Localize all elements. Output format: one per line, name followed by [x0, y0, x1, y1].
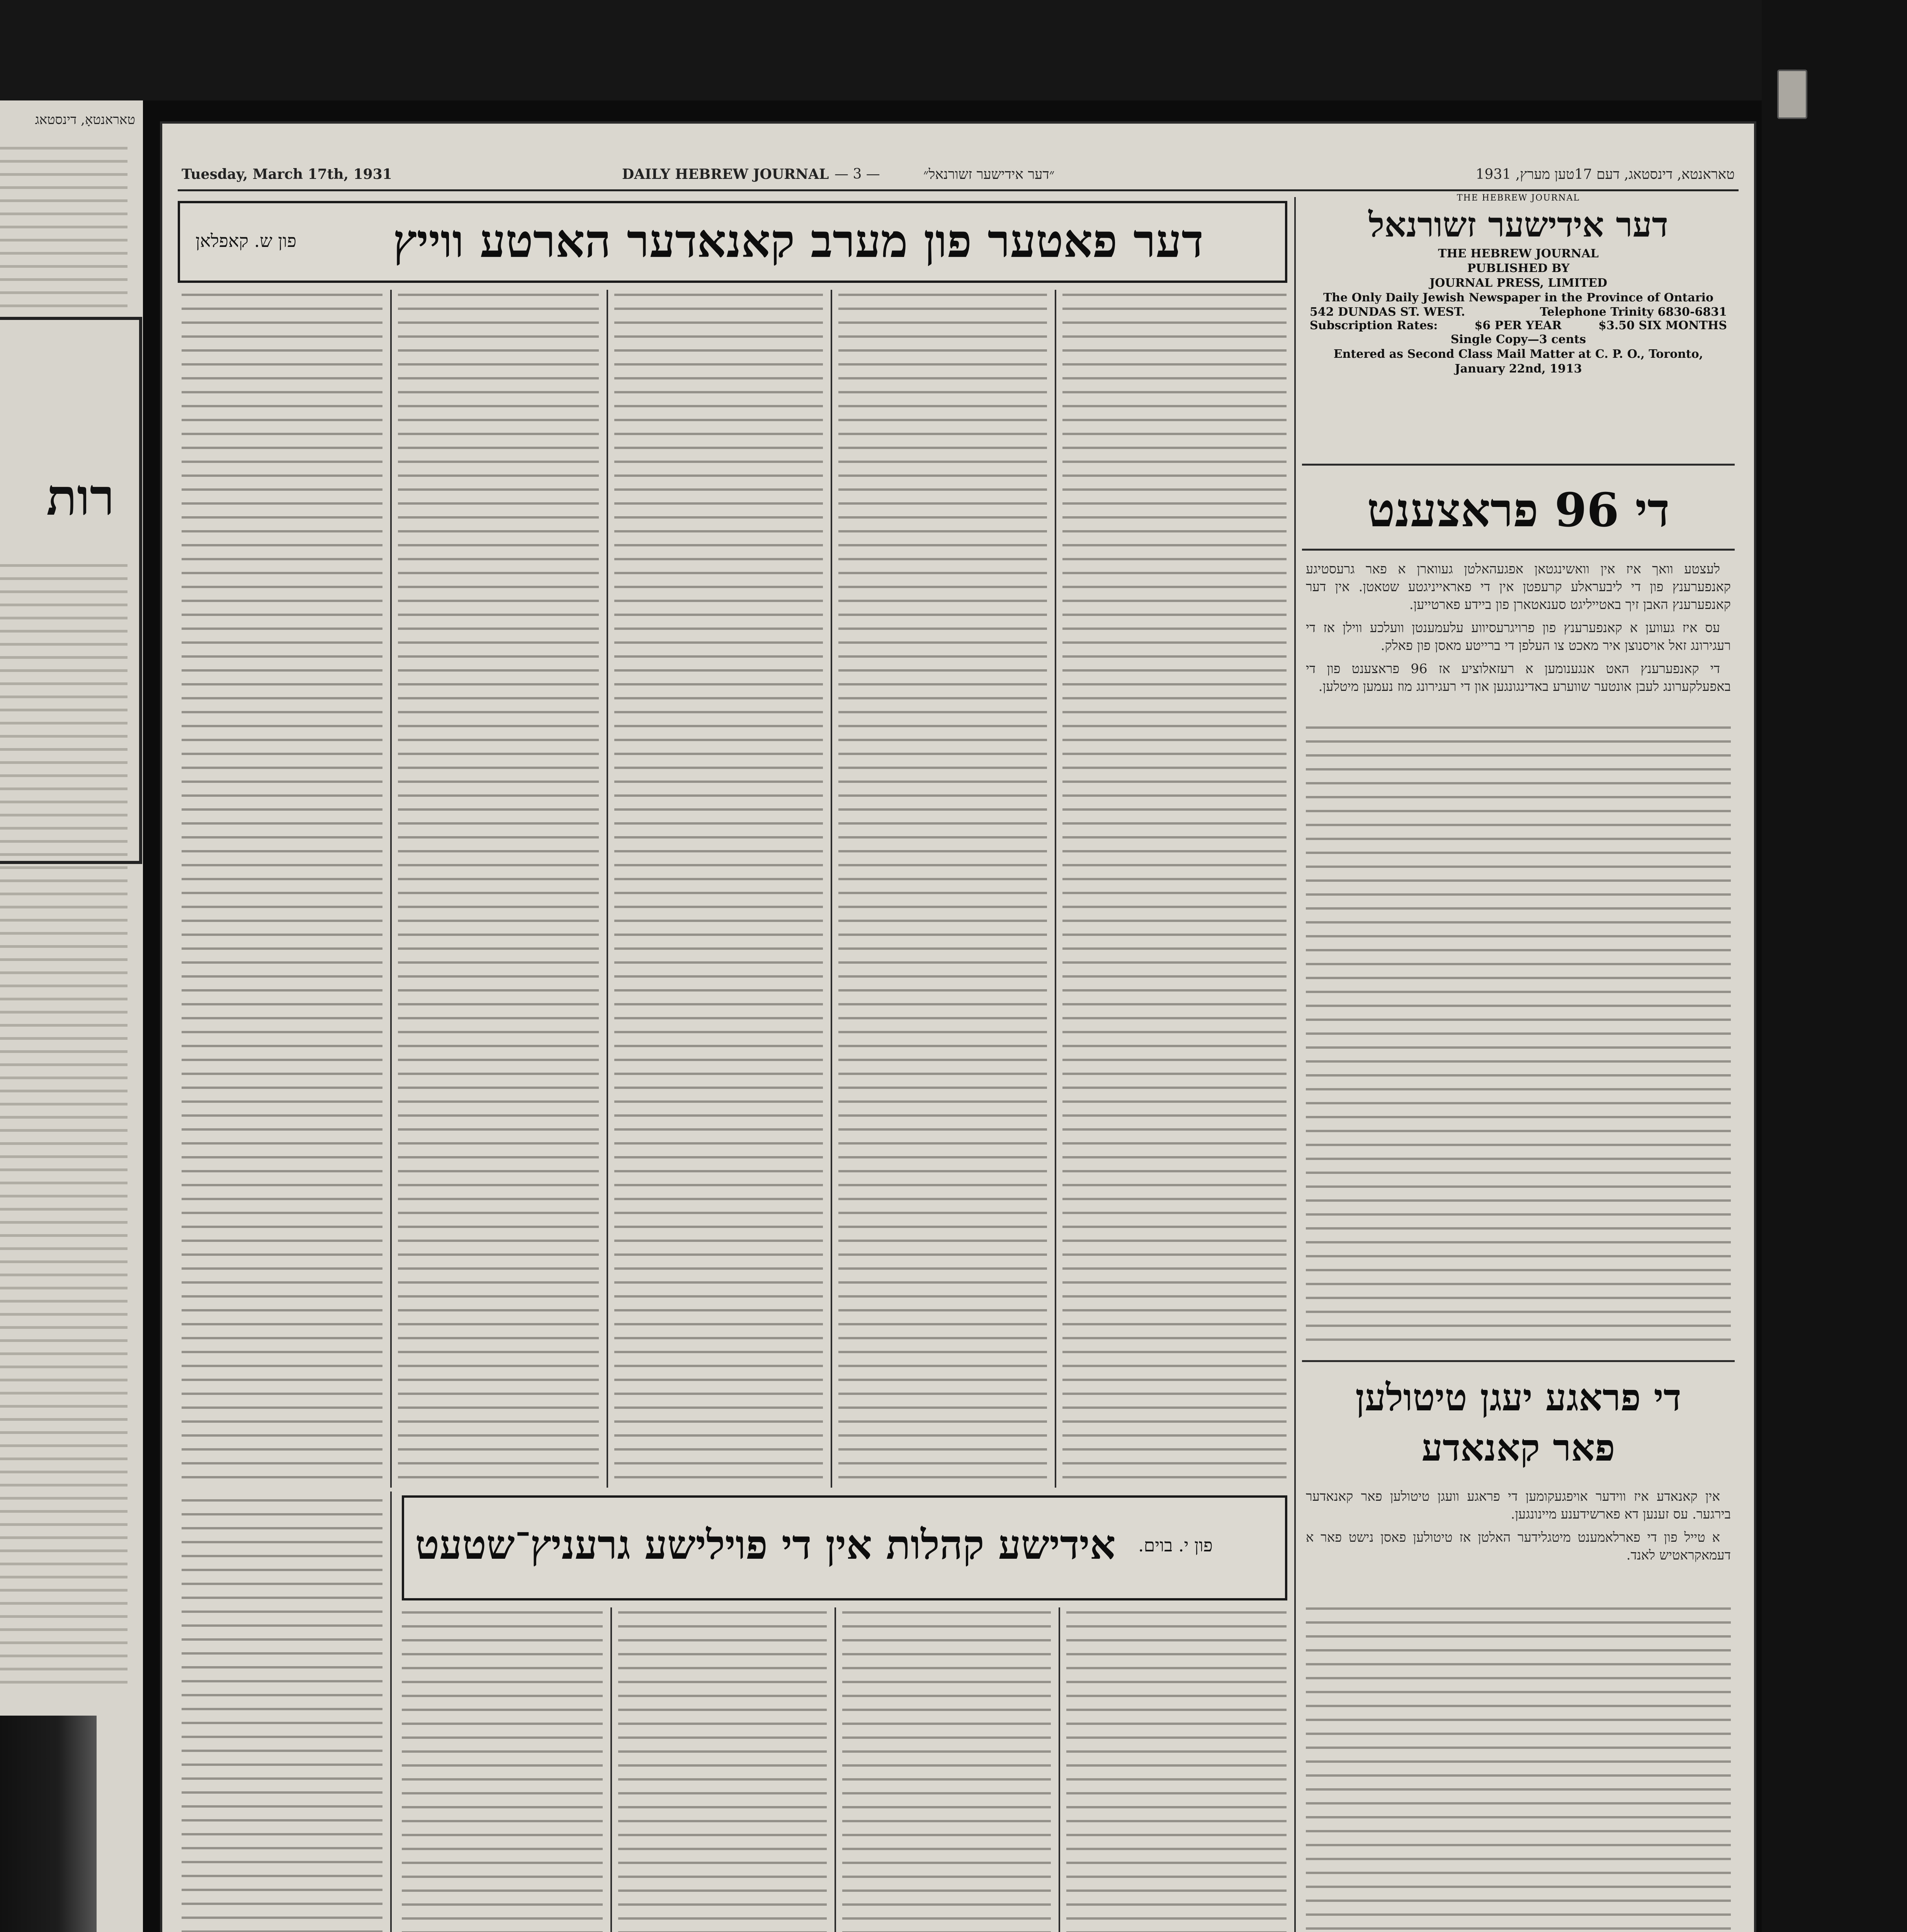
folio-date-yiddish: טאראנטא, דינסטאג, דעם 17טען מערץ, 1931: [1475, 167, 1735, 182]
canada-headline-line1: די פראגע יעגן טיטולען: [1355, 1376, 1681, 1419]
masthead-address: 542 DUNDAS ST. WEST.: [1310, 305, 1465, 319]
masthead-published: PUBLISHED BY: [1467, 262, 1570, 275]
top-byline: פון ש. קאפלאן: [195, 230, 297, 251]
masthead-tagline: The Only Daily Jewish Newspaper in the Province of Ontario: [1323, 291, 1714, 304]
masthead-publisher: JOURNAL PRESS, LIMITED: [1429, 276, 1608, 290]
rates-six-months: $3.50 SIX MONTHS: [1598, 319, 1727, 332]
folio-page-number: — 3 —: [835, 166, 880, 182]
editorial-paragraph: עס איז געווען א קאנפערענץ פון פרויגרעסיווע עלעמענטן וועלכע ווילן אז די רעגירונג זאל אויסנוצן איר מאכט צו העלפן די ברייטע מאסן פון פאלק.: [1306, 620, 1731, 653]
poland-col-3: [842, 1611, 1051, 1932]
canada-paragraph: א טייל פון די פארלאמענט מיטגלידער האלטן אז טיטולען פאסן נישט פאר א דעמאקראטיש לאנד.: [1306, 1530, 1731, 1563]
top-article-col-3: [614, 294, 823, 1484]
masthead-entered: Entered as Second Class Mail Matter at C. P. O., Toronto,: [1333, 347, 1703, 361]
top-article-col-5: [1062, 294, 1287, 1484]
editorial-paragraph: די קאנפערענץ האט אנגענומען א רעזאלוציע אז 96 פראצענט פון די באפעלקערונג לעבן אונטער שווערע באדינגונגען און די רעגירונג מוז נעמען מיטלען.: [1306, 661, 1731, 694]
masthead-contact: [1298, 305, 1739, 319]
column-rule: [390, 290, 392, 1488]
canada-rule: [1302, 1360, 1735, 1362]
previous-page-headline: רות: [46, 468, 115, 527]
canada-body: [1306, 1488, 1731, 1604]
column-rule: [1055, 290, 1056, 1488]
poland-headline-box: [402, 1495, 1287, 1600]
masthead-phone: Telephone Trinity 6830-6831: [1540, 305, 1727, 319]
column-rule: [610, 1607, 612, 1932]
masthead-rule: [1302, 464, 1735, 466]
previous-page-text: [0, 147, 127, 309]
top-article-col-2: [398, 294, 599, 1484]
rates-year: $6 PER YEAR: [1474, 319, 1562, 332]
masthead-entered-date: January 22nd, 1913: [1455, 362, 1582, 376]
poland-byline: פון י. בוים.: [1138, 1535, 1213, 1556]
masthead-single-copy: Single Copy—3 cents: [1450, 333, 1586, 346]
previous-page-fragment: [0, 100, 143, 1932]
folio-line: [178, 166, 1739, 191]
folio-date-en: Tuesday, March 17th, 1931: [182, 166, 392, 182]
top-article-col-1: [182, 294, 382, 1484]
masthead-small-title: THE HEBREW JOURNAL: [1457, 193, 1580, 203]
folio-paper-name: DAILY HEBREW JOURNAL: [622, 166, 829, 182]
portrait-photo: [0, 1716, 97, 1932]
column-rule: [390, 1492, 392, 1932]
scan-border-top: [0, 0, 1907, 100]
top-article-col-4: [838, 294, 1047, 1484]
poland-headline: אידישע קהלות אין די פוילישע גרעניץ־שטעט: [415, 1521, 1116, 1568]
previous-page-folio: טאראנטאָ, דינסטאג: [35, 112, 135, 128]
masthead-rates: [1298, 319, 1739, 332]
column-rule: [831, 290, 832, 1488]
canada-headline-line2: פאר קאנאדע: [1421, 1426, 1615, 1469]
previous-page-column: [0, 564, 127, 1685]
canada-text-block: [1306, 1607, 1731, 1932]
column-rule-right: [1294, 197, 1296, 1932]
masthead-title-en: THE HEBREW JOURNAL: [1438, 247, 1599, 260]
left-column-continuation: [182, 1499, 382, 1932]
poland-col-1: [402, 1611, 603, 1932]
editorial-text-block: [1306, 726, 1731, 1352]
newspaper-page: [162, 124, 1754, 1932]
column-rule: [835, 1607, 836, 1932]
poland-col-4: [1066, 1611, 1287, 1932]
column-rule: [607, 290, 608, 1488]
editorial-headline: די 96 פראצענט: [1367, 483, 1670, 537]
poland-col-2: [618, 1611, 827, 1932]
top-headline-box: [178, 201, 1287, 283]
canada-paragraph: אין קאנאדע איז ווידער אויפגעקומען די פראגע וועגן טיטולען פאר קאנאדער בירגער. עס זענען דא פארשידענע מיינונגען.: [1306, 1489, 1731, 1522]
editorial-paragraph: לעצטע וואך איז אין וואשינגטאן אפגעהאלטן געווארן א פאר גרעסטיגע קאנפערענץ פון די ליבעראלע קרעפטן אין די פאראייניגטע שטאטן. אין דער קאנפערענץ האבן זיך באטייליגט סענאטארן פון ביידע פארטייען.: [1306, 561, 1731, 612]
column-rule: [1059, 1607, 1060, 1932]
editorial-rule: [1302, 549, 1735, 551]
mount-clip: [1777, 70, 1807, 119]
folio-paper-name-yiddish: ״דער אידישער זשורנאל״: [923, 167, 1055, 182]
top-headline: דער פאטער פון מערב קאנאדער הארטע ווייץ: [393, 214, 1203, 268]
rates-label: Subscription Rates:: [1310, 319, 1438, 332]
masthead-title: דער אידישער זשורנאל: [1368, 204, 1668, 245]
masthead: [1298, 193, 1739, 456]
scan-border-right: [1762, 0, 1907, 1932]
